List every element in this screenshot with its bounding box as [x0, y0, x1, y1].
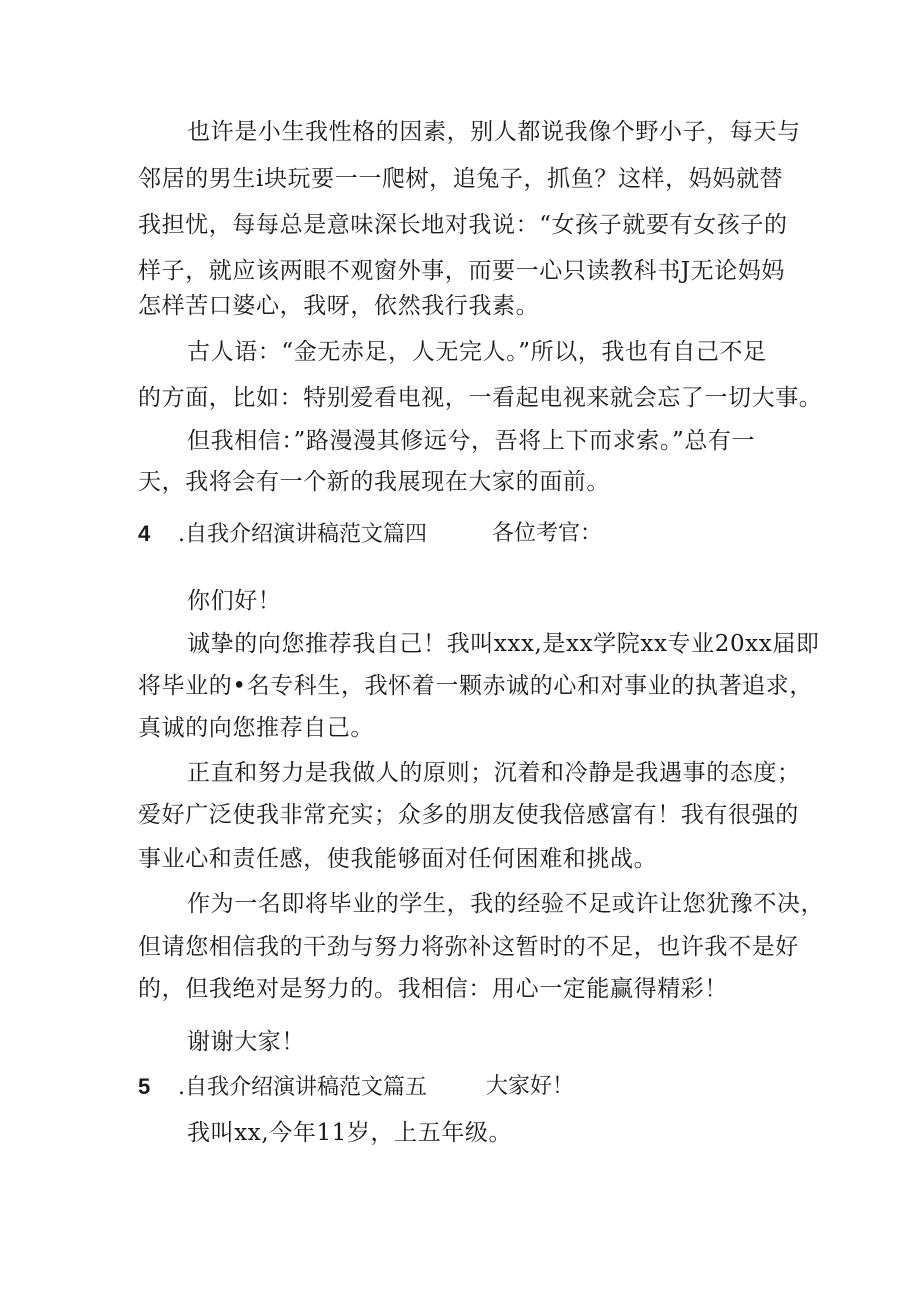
paragraph-7-line-2: 但请您相信我的干劲与努力将弥补这暂时的不足，也许我不是好 [138, 934, 799, 960]
paragraph-1-line-4: 样子，就应该两眼不观窗外事，而要一心只读教科书J无论妈妈 [138, 258, 786, 284]
hello-line: 你们好！ [187, 588, 282, 614]
heading-5-greeting: 大家好！ [486, 1074, 575, 1099]
section-heading-4 [138, 520, 838, 549]
paragraph-5-line-2: 将毕业的•名专科生，我怀着一颗赤诚的心和对事业的执著追求， [138, 673, 813, 699]
paragraph-2-line-1: 古人语：“金无赤足，人无完人。”所以，我也有自己不足 [187, 339, 767, 365]
paragraph-9-line-1: 我叫xx,今年11岁，上五年级。 [187, 1120, 513, 1146]
paragraph-6-line-1: 正直和努力是我做人的原则；沉着和冷静是我遇事的态度； [187, 760, 801, 786]
paragraph-1-line-5: 怎样苦口婆心，我呀，依然我行我素。 [138, 293, 540, 319]
paragraph-7-line-3: 的，但我绝对是努力的。我相信：用心一定能赢得精彩！ [138, 976, 728, 1002]
paragraph-1-line-2: 邻居的男生i块玩要一一爬树，追兔子，抓鱼？这样，妈妈就替 [138, 166, 784, 192]
paragraph-2-line-2: 的方面，比如：特别爱看电视，一看起电视来就会忘了一切大事。 [138, 385, 823, 411]
paragraph-3-line-1: 但我相信：”路漫漫其修远兮，吾将上下而求索。”总有一 [187, 428, 756, 454]
thanks-line: 谢谢大家！ [187, 1029, 305, 1055]
heading-4-number: 4 [138, 521, 151, 546]
paragraph-5-line-1: 诚挚的向您推荐我自己！我叫xxx,是xx学院xx专业20xx届即 [187, 631, 820, 657]
paragraph-7-line-1: 作为一名即将毕业的学生，我的经验不足或许让您犹豫不决， [187, 891, 825, 917]
heading-4-title: .自我介绍演讲稿范文篇四 [178, 522, 427, 547]
paragraph-1-line-3: 我担忧，每每总是意味深长地对我说：“女孩子就要有女孩子的 [138, 212, 788, 238]
paragraph-3-line-2: 天，我将会有一个新的我展现在大家的面前。 [138, 469, 610, 495]
heading-5-title: .自我介绍演讲稿范文篇五 [178, 1075, 427, 1100]
paragraph-6-line-3: 事业心和责任感，使我能够面对任何困难和挑战。 [138, 846, 658, 872]
section-heading-5 [138, 1073, 838, 1102]
paragraph-6-line-2: 爱好广泛使我非常充实；众多的朋友使我倍感富有！我有很强的 [138, 802, 799, 828]
paragraph-5-line-3: 真诚的向您推荐自己。 [138, 715, 374, 741]
heading-5-number: 5 [138, 1074, 151, 1099]
paragraph-1-line-1: 也许是小生我性格的因素，别人都说我像个野小子，每天与 [187, 119, 801, 145]
heading-4-greeting: 各位考官： [492, 521, 603, 546]
